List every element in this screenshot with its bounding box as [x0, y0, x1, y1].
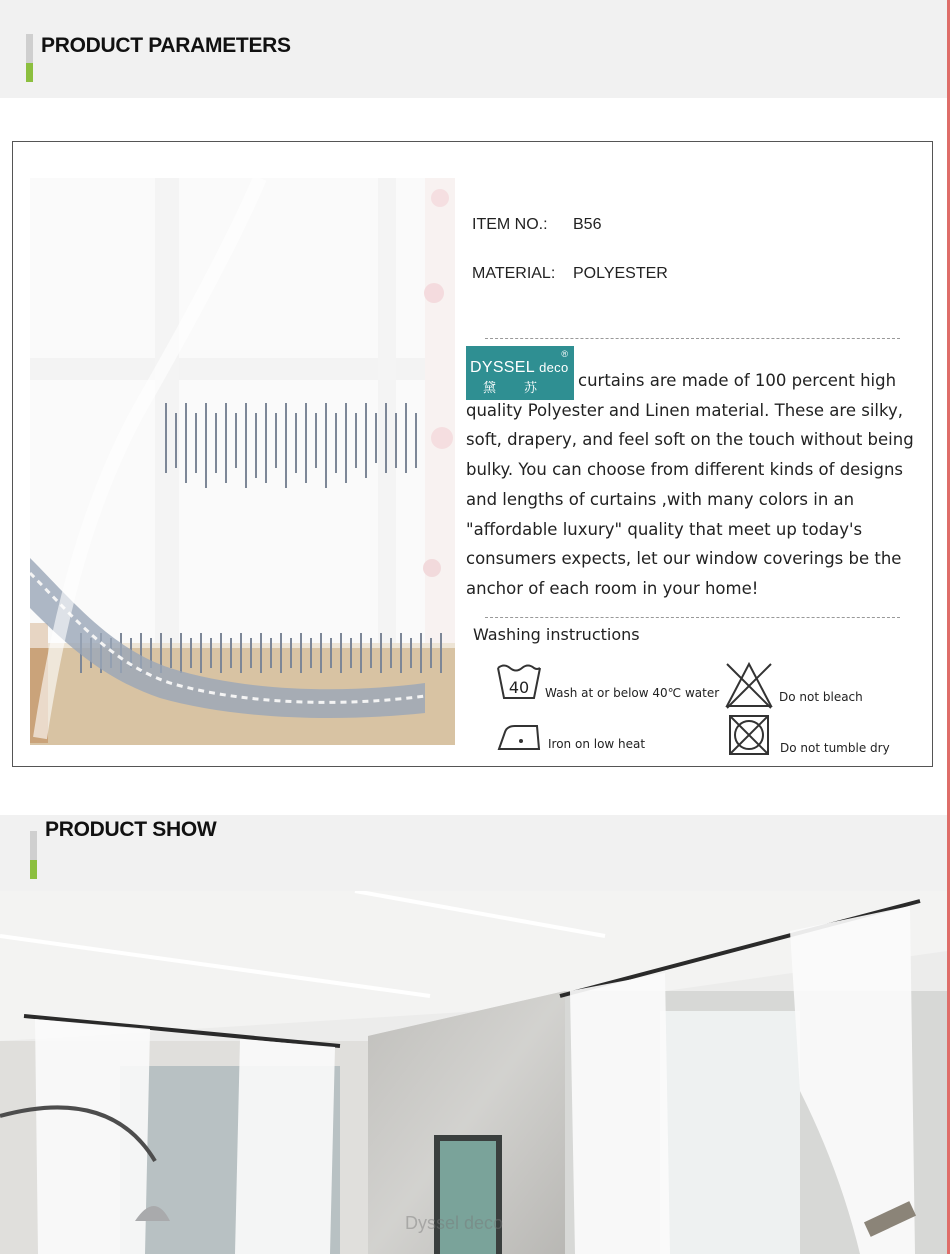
material-label: MATERIAL:	[472, 265, 556, 282]
wash-instruction-text: Wash at or below 40℃ water	[545, 686, 720, 700]
low-iron-icon	[497, 722, 541, 752]
product-show-header	[0, 815, 947, 891]
divider-dashed	[485, 617, 900, 618]
brand-name: DYSSEL	[470, 359, 535, 376]
room-illustration	[0, 891, 947, 1254]
iron-instruction-text: Iron on low heat	[548, 737, 646, 751]
section-title-show: PRODUCT SHOW	[45, 818, 217, 841]
product-description: curtains are made of 100 percent high quality Polyester and Linen material. These are silky, soft, drapery, and feel soft on the touch without being bulky. You can choose from different kinds of designs and lengths of curtains ,with many colors in an "affordable luxury" quality that meet up today's consumers expects, let our window coverings be the anchor of each room in your home!	[466, 371, 914, 598]
item-no-label: ITEM NO.:	[472, 216, 548, 233]
header-accent-bar	[30, 831, 37, 879]
product-parameters-header	[0, 0, 947, 98]
room-show-photo	[0, 891, 947, 1254]
washing-instructions-title: Washing instructions	[473, 625, 640, 644]
product-photo	[30, 178, 455, 745]
curtain-photo-illustration	[30, 178, 455, 745]
brand-chinese: 黛苏	[483, 380, 566, 395]
tumble-instruction-text: Do not tumble dry	[780, 741, 890, 755]
wash-40-icon	[496, 662, 542, 702]
wash-temp: 40	[508, 678, 530, 697]
item-no-value: B56	[573, 216, 602, 233]
registered-mark: ®	[561, 349, 568, 359]
divider-dashed	[485, 338, 900, 339]
no-bleach-icon	[724, 661, 774, 711]
section-title-parameters: PRODUCT PARAMETERS	[41, 34, 291, 57]
brand-suffix: deco	[539, 360, 569, 375]
bleach-instruction-text: Do not bleach	[779, 690, 863, 704]
material-value: POLYESTER	[573, 265, 668, 282]
watermark: Dyssel deco	[405, 1213, 504, 1233]
no-tumble-dry-icon	[728, 714, 770, 756]
header-accent-bar	[26, 34, 33, 82]
